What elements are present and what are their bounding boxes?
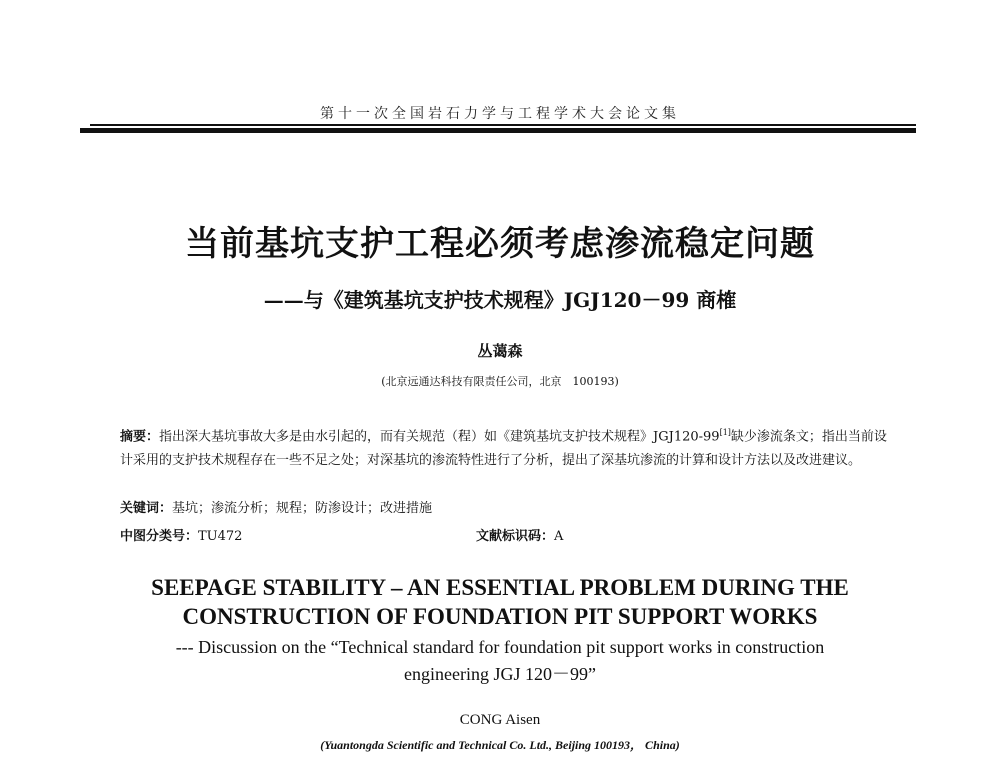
title-english-line-2: CONSTRUCTION OF FOUNDATION PIT SUPPORT WORKS	[182, 604, 818, 629]
abstract-text-part2: 缺少渗流条文；指出当前设计采用的支护技术规程存在一些不足之处；对深基坑的渗流特性进行了分析，提出了深基坑渗流的计算和设计方法以及改进建议。	[120, 429, 887, 469]
subtitle-english	[0, 634, 1000, 688]
document-code	[476, 525, 563, 544]
classification-value: TU472	[198, 529, 243, 544]
title-chinese: 当前基坑支护工程必须考虑渗流稳定问题	[185, 224, 815, 264]
author-chinese: 丛蔼森	[477, 342, 523, 360]
classification-label: 中图分类号：	[120, 529, 199, 544]
affiliation-chinese: (北京远通达科技有限责任公司，北京 100193)	[381, 375, 619, 388]
subtitle-english-line-2: engineering JGJ 120－99”	[404, 664, 596, 684]
header-rule-thin	[90, 124, 916, 126]
classification-row	[120, 525, 890, 544]
document-code-value: A	[554, 529, 564, 544]
keywords-chinese	[120, 497, 890, 516]
document-code-label: 文献标识码：	[476, 529, 555, 544]
abstract-text-part1: 指出深大基坑事故大多是由水引起的，而有关规范（程）如《建筑基坑支护技术规程》JGJ120-99	[159, 429, 720, 445]
title-english-line-1: SEEPAGE STABILITY – AN ESSENTIAL PROBLEM DURING THE	[151, 575, 849, 600]
abstract-label: 摘要：	[120, 429, 160, 445]
affiliation-english: (Yuantongda Scientific and Technical Co. Ltd., Beijing 100193， China)	[320, 738, 680, 752]
title-english	[0, 573, 1000, 631]
abstract-reference-marker[interactable]: [1]	[719, 428, 731, 437]
running-header: 第十一次全国岩石力学与工程学术大会论文集	[320, 106, 680, 122]
subtitle-chinese: ——与《建筑基坑支护技术规程》JGJ120－99 商榷	[263, 288, 737, 312]
header-rule-thick	[80, 128, 916, 133]
subtitle-english-line-1: --- Discussion on the “Technical standard for foundation pit support works in construction	[175, 637, 825, 657]
abstract-chinese	[120, 421, 890, 473]
author-english: CONG Aisen	[459, 712, 541, 728]
keywords-text: 基坑；渗流分析；规程；防渗设计；改进措施	[172, 501, 433, 516]
keywords-label: 关键词：	[120, 501, 173, 516]
